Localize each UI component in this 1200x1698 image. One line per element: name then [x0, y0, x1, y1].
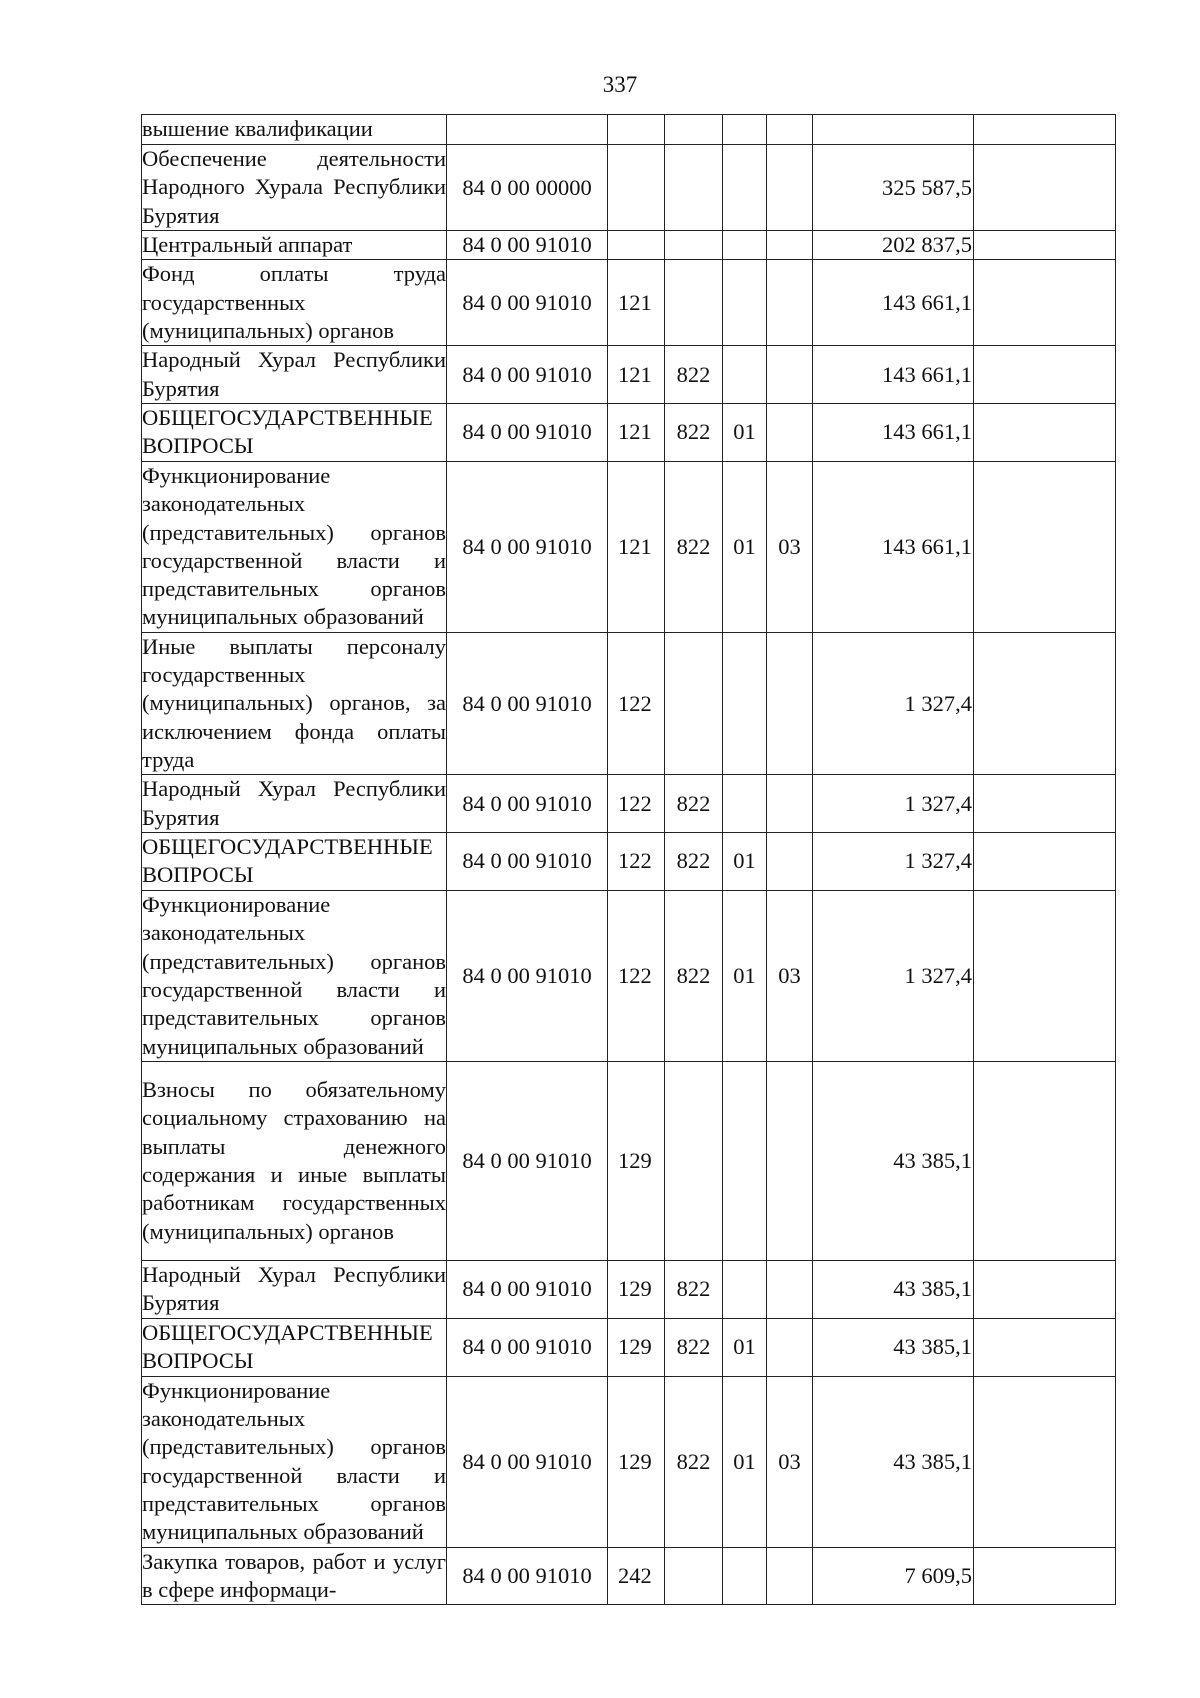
cell-empty [974, 145, 1116, 231]
cell-empty [974, 632, 1116, 774]
cell-subsection [767, 1260, 813, 1318]
cell-target-code: 84 0 00 91010 [447, 1260, 608, 1318]
cell-subsection [767, 260, 813, 346]
cell-target-code: 84 0 00 91010 [447, 346, 608, 404]
cell-section: 01 [723, 1376, 767, 1547]
cell-empty [974, 1260, 1116, 1318]
table-row [142, 832, 1116, 890]
cell-expense-type: 129 [608, 1061, 665, 1260]
cell-section: 01 [723, 461, 767, 632]
cell-target-code: 84 0 00 91010 [447, 461, 608, 632]
cell-expense-type: 122 [608, 832, 665, 890]
cell-name: Взносы по обязательному социальному страхованию на выплаты денежного содержания и иные выплаты работникам государственных (муниципальных) органов [142, 1061, 447, 1260]
cell-name: Центральный аппарат [142, 231, 447, 260]
cell-section [723, 260, 767, 346]
table-row [142, 890, 1116, 1061]
cell-subsection [767, 775, 813, 833]
cell-empty [974, 775, 1116, 833]
cell-section [723, 1547, 767, 1605]
cell-amount: 1 327,4 [813, 775, 974, 833]
cell-section [723, 115, 767, 145]
table-row [142, 461, 1116, 632]
cell-target-code: 84 0 00 91010 [447, 1376, 608, 1547]
cell-admin-code: 822 [665, 1376, 723, 1547]
cell-amount: 1 327,4 [813, 890, 974, 1061]
cell-admin-code [665, 260, 723, 346]
cell-admin-code: 822 [665, 890, 723, 1061]
cell-expense-type [608, 115, 665, 145]
cell-subsection [767, 115, 813, 145]
cell-name: вышение квалификации [142, 115, 447, 145]
cell-target-code: 84 0 00 91010 [447, 1547, 608, 1605]
cell-name: Народный Хурал Республики Бурятия [142, 346, 447, 404]
cell-section: 01 [723, 832, 767, 890]
cell-amount: 143 661,1 [813, 260, 974, 346]
table-row [142, 145, 1116, 231]
table-row [142, 260, 1116, 346]
cell-target-code: 84 0 00 91010 [447, 260, 608, 346]
cell-expense-type: 129 [608, 1260, 665, 1318]
table-row [142, 632, 1116, 774]
cell-admin-code: 822 [665, 346, 723, 404]
table-row [142, 1318, 1116, 1376]
cell-admin-code [665, 115, 723, 145]
cell-section [723, 775, 767, 833]
cell-admin-code: 822 [665, 832, 723, 890]
cell-amount: 43 385,1 [813, 1376, 974, 1547]
table-row [142, 1547, 1116, 1605]
cell-amount: 202 837,5 [813, 231, 974, 260]
table-row [142, 346, 1116, 404]
cell-subsection [767, 231, 813, 260]
cell-expense-type: 122 [608, 890, 665, 1061]
table-row [142, 1061, 1116, 1260]
cell-expense-type: 122 [608, 632, 665, 774]
table-row [142, 403, 1116, 461]
cell-admin-code [665, 1061, 723, 1260]
cell-name: Функционирование законодательных (представительных) органов государственной власти и представительных органов муниципальных образований [142, 890, 447, 1061]
cell-section [723, 1061, 767, 1260]
cell-section [723, 346, 767, 404]
cell-section: 01 [723, 1318, 767, 1376]
cell-subsection [767, 632, 813, 774]
cell-name: ОБЩЕГОСУДАРСТВЕННЫЕ ВОПРОСЫ [142, 403, 447, 461]
cell-admin-code [665, 145, 723, 231]
table-row [142, 1260, 1116, 1318]
cell-amount [813, 115, 974, 145]
cell-expense-type: 121 [608, 346, 665, 404]
cell-subsection: 03 [767, 890, 813, 1061]
cell-expense-type: 121 [608, 403, 665, 461]
cell-name: Обеспечение деятельности Народного Хурала Республики Бурятия [142, 145, 447, 231]
cell-amount: 7 609,5 [813, 1547, 974, 1605]
cell-admin-code: 822 [665, 403, 723, 461]
cell-section [723, 145, 767, 231]
cell-section [723, 632, 767, 774]
cell-name: Закупка товаров, работ и услуг в сфере информаци- [142, 1547, 447, 1605]
cell-admin-code [665, 231, 723, 260]
cell-amount: 325 587,5 [813, 145, 974, 231]
cell-expense-type: 121 [608, 461, 665, 632]
cell-section: 01 [723, 403, 767, 461]
cell-admin-code [665, 632, 723, 774]
cell-expense-type [608, 231, 665, 260]
cell-subsection [767, 1318, 813, 1376]
cell-admin-code: 822 [665, 1318, 723, 1376]
cell-empty [974, 1318, 1116, 1376]
cell-amount: 1 327,4 [813, 832, 974, 890]
cell-section: 01 [723, 890, 767, 1061]
cell-empty [974, 260, 1116, 346]
cell-target-code [447, 115, 608, 145]
table-row [142, 231, 1116, 260]
cell-name: Иные выплаты персоналу государственных (муниципальных) органов, за исключением фонда оплаты труда [142, 632, 447, 774]
cell-admin-code: 822 [665, 461, 723, 632]
cell-amount: 143 661,1 [813, 403, 974, 461]
cell-target-code: 84 0 00 91010 [447, 890, 608, 1061]
cell-expense-type: 129 [608, 1318, 665, 1376]
cell-target-code: 84 0 00 91010 [447, 231, 608, 260]
cell-expense-type: 121 [608, 260, 665, 346]
cell-empty [974, 403, 1116, 461]
cell-target-code: 84 0 00 91010 [447, 403, 608, 461]
cell-name: Народный Хурал Республики Бурятия [142, 775, 447, 833]
cell-target-code: 84 0 00 91010 [447, 632, 608, 774]
cell-subsection [767, 145, 813, 231]
cell-name: ОБЩЕГОСУДАРСТВЕННЫЕ ВОПРОСЫ [142, 832, 447, 890]
cell-empty [974, 1547, 1116, 1605]
budget-table [141, 114, 1116, 1605]
cell-subsection [767, 346, 813, 404]
page-number: 337 [602, 72, 638, 97]
cell-section [723, 231, 767, 260]
cell-expense-type: 129 [608, 1376, 665, 1547]
cell-subsection [767, 832, 813, 890]
table-row [142, 1376, 1116, 1547]
cell-subsection [767, 403, 813, 461]
table-row [142, 115, 1116, 145]
cell-name: Народный Хурал Республики Бурятия [142, 1260, 447, 1318]
cell-empty [974, 346, 1116, 404]
cell-expense-type: 242 [608, 1547, 665, 1605]
cell-target-code: 84 0 00 91010 [447, 1318, 608, 1376]
cell-empty [974, 1061, 1116, 1260]
cell-empty [974, 832, 1116, 890]
cell-admin-code: 822 [665, 775, 723, 833]
cell-target-code: 84 0 00 91010 [447, 1061, 608, 1260]
cell-admin-code [665, 1547, 723, 1605]
cell-name: ОБЩЕГОСУДАРСТВЕННЫЕ ВОПРОСЫ [142, 1318, 447, 1376]
cell-amount: 143 661,1 [813, 461, 974, 632]
cell-name: Функционирование законодательных (представительных) органов государственной власти и представительных органов муниципальных образований [142, 461, 447, 632]
cell-amount: 43 385,1 [813, 1318, 974, 1376]
cell-amount: 1 327,4 [813, 632, 974, 774]
table-row [142, 775, 1116, 833]
cell-name: Функционирование законодательных (представительных) органов государственной власти и представительных органов муниципальных образований [142, 1376, 447, 1547]
cell-empty [974, 1376, 1116, 1547]
cell-empty [974, 461, 1116, 632]
cell-expense-type: 122 [608, 775, 665, 833]
budget-table-body [142, 115, 1116, 1605]
cell-subsection [767, 1547, 813, 1605]
cell-subsection [767, 1061, 813, 1260]
cell-amount: 43 385,1 [813, 1061, 974, 1260]
cell-empty [974, 890, 1116, 1061]
cell-target-code: 84 0 00 91010 [447, 775, 608, 833]
cell-admin-code: 822 [665, 1260, 723, 1318]
cell-amount: 43 385,1 [813, 1260, 974, 1318]
cell-subsection: 03 [767, 461, 813, 632]
cell-amount: 143 661,1 [813, 346, 974, 404]
cell-section [723, 1260, 767, 1318]
cell-target-code: 84 0 00 91010 [447, 832, 608, 890]
cell-empty [974, 115, 1116, 145]
cell-subsection: 03 [767, 1376, 813, 1547]
cell-name: Фонд оплаты труда государственных (муниципальных) органов [142, 260, 447, 346]
cell-empty [974, 231, 1116, 260]
cell-expense-type [608, 145, 665, 231]
cell-target-code: 84 0 00 00000 [447, 145, 608, 231]
